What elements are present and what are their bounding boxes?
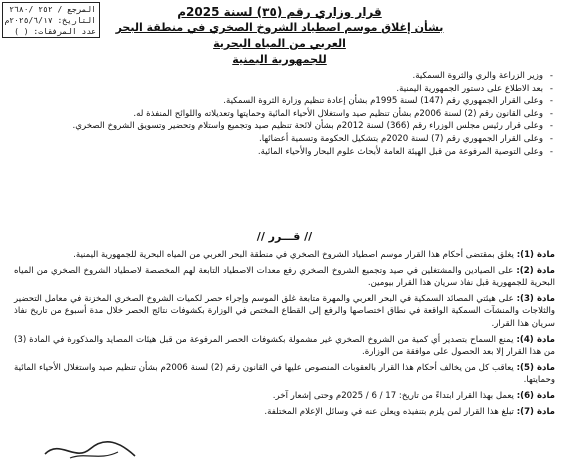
handwritten-signature: [40, 434, 140, 464]
article-6: مادة (6): يعمل بهذا القرار ابتداءً من تاريخ: 17 / 6 / 2025م وحتى إشعار آخر.: [272, 390, 555, 401]
reference-number: المرجع / ٢٥٢ /٢٦٨٠: [9, 5, 96, 14]
preamble-item: - بعد الاطلاع على دستور الجمهورية اليمنية.: [396, 83, 553, 94]
decree-number-title: قرار وزاري رقم (٣٥) لسنة 2025م: [177, 5, 382, 19]
decree-subject-line2: للجمهورية اليمنية: [232, 53, 327, 66]
articles-list: [14, 249, 555, 421]
preamble-item: - وعلى القانون رقم (2) لسنة 2006م بشأن تنظيم صيد واستغلال الأحياء المائية وحمايتها وتعديلاته واللوائح المنفذة له.: [133, 108, 553, 119]
reference-box: [2, 2, 100, 38]
preamble-item: - وعلى قرار رئيس مجلس الوزراء رقم (366) لسنة 2012م بشأن لائحة تنظيم صيد وتجميع واستلام وتحضير وتسويق الشروخ الصخري.: [72, 121, 553, 132]
preamble-item: - وزير الزراعة والري والثروة السمكية.: [412, 71, 553, 81]
article-3: مادة (3): على هيئتي المصائد السمكية في البحر العربي والمهرة متابعة غلق الموسم وإجراء حصر لكميات الشروخ الصخري المخزنة في معامل التحضير والثلاجات والمنشآت السمكية الواقعة في نطاق اختصاصها والرفع إلى القطاع المختص في الوزارة بكشوفات نتائج الحصر خلال مدة أسبوع من تاريخ نفاذ سريان هذا القرار.: [14, 293, 555, 329]
article-5: مادة (5): يعاقب كل من يخالف أحكام هذا القرار بالعقوبات المنصوص عليها في القانون رقم (2) لسنة 2006م بشأن تنظيم صيد واستغلال الأحياء المائية وحمايتها.: [14, 362, 555, 386]
decree-subject-line1: بشأن إغلاق موسم اصطياد الشروخ الصخري في منطقة البحر العربي من المياه البحرية: [115, 21, 444, 50]
attachments-count: عدد المرفقات: ( ): [14, 27, 96, 36]
decree-title: [100, 4, 459, 68]
article-2: مادة (2): على الصيادين والمشتغلين في صيد وتجميع الشروخ الصخري رفع معدات الاصطياد التابعة لهم المخصصة لاصطياد الشروخ الصخري من المياه البحرية للجمهورية قبل نفاذ سريان هذا القرار بيومين.: [14, 265, 555, 289]
reference-date: التاريخ: ٢٠٢٥/٦/١٧م: [4, 16, 96, 25]
preamble-item: - وعلى القرار الجمهوري رقم (147) لسنة 1995م بشأن إعادة تنظيم وزارة الثروة السمكية.: [223, 96, 553, 107]
article-1: مادة (1): يغلق بمقتضى أحكام هذا القرار موسم اصطياد الشروخ الصخري في منطقة البحر العربي من المياه البحرية للجمهورية اليمنية.: [73, 250, 555, 260]
article-7: مادة (7): تبلغ هذا القرار لمن يلزم بتنفيذه ويعلن عنه في وسائل الإعلام المختلفة.: [264, 406, 555, 417]
preamble-item: - وعلى القرار الجمهوري رقم (7) لسنة 2020م بتشكيل الحكومة وتسمية أعضائها.: [258, 133, 553, 144]
preamble-item: - وعلى التوصية المرفوعة من قبل الهيئة العامة لأبحاث علوم البحار والأحياء المائية.: [257, 146, 553, 157]
decided-heading: // قـــرر //: [256, 230, 313, 243]
article-4: مادة (4): يمنع السماح بتصدير أي كمية من الشروخ الصخري غير مشمولة بكشوفات الحصر المرفوعة من قبل هيئات المصايد والمذكورة في المادة (3) من هذا القرار إلا بعد الحصول على موافقة من الوزارة.: [14, 334, 555, 358]
preamble-list: [18, 70, 553, 158]
